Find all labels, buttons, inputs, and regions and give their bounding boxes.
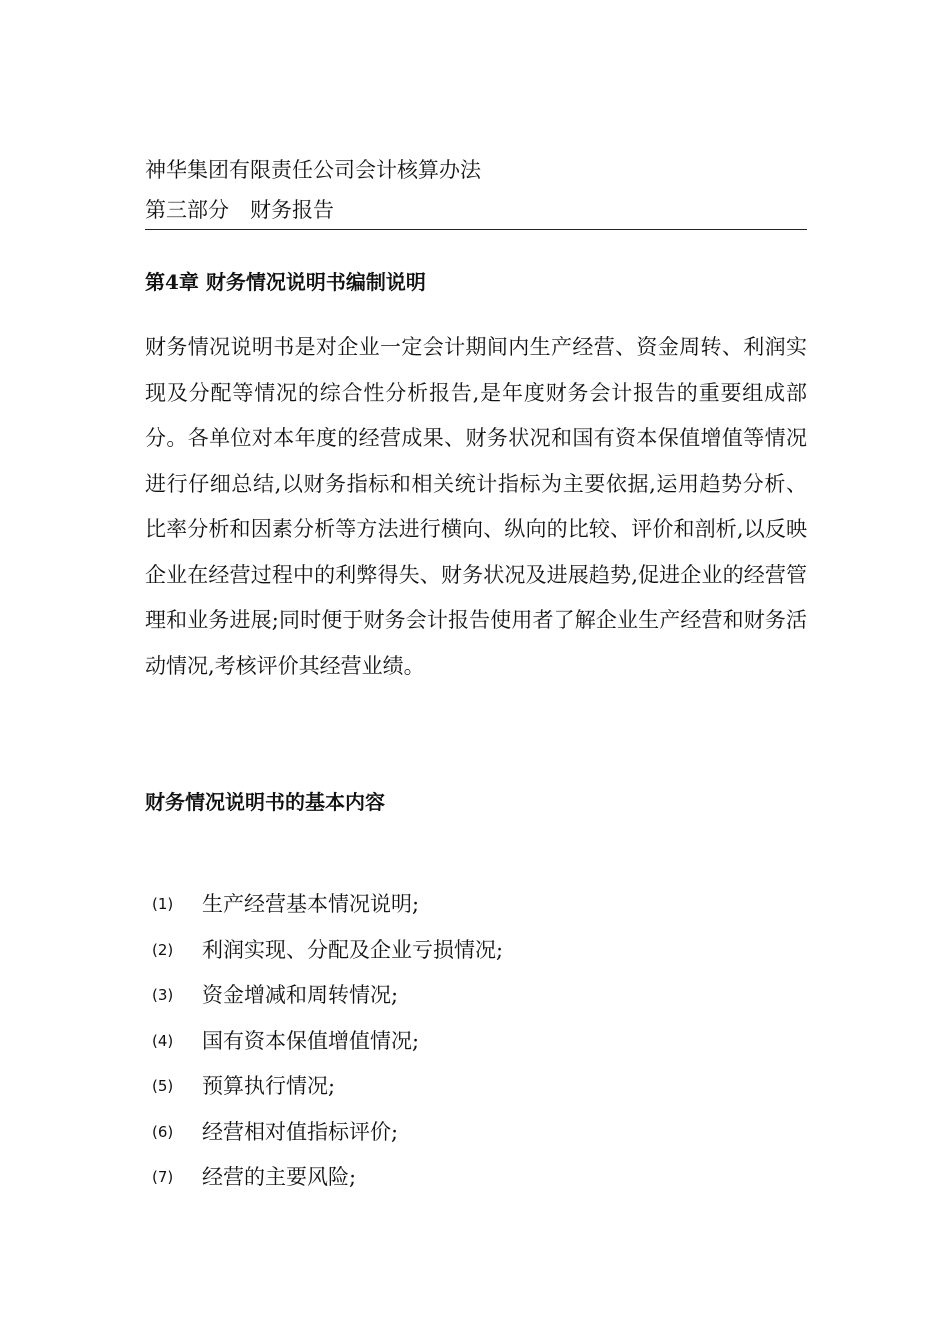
list-item-text: 利润实现、分配及企业亏损情况;	[202, 937, 504, 962]
list-item-number: (6)	[152, 1122, 174, 1141]
list-item	[152, 975, 792, 1021]
list-item	[152, 1157, 792, 1203]
list-item	[152, 1066, 792, 1112]
list-item-number: (1)	[152, 895, 174, 913]
list-item-number: (4)	[152, 1031, 174, 1050]
list-item-text: 生产经营基本情况说明;	[202, 892, 420, 916]
header-divider	[145, 229, 807, 230]
list-item	[152, 930, 792, 976]
list-item-text: 经营相对值指标评价;	[202, 1119, 399, 1144]
list-item-text: 资金增减和周转情况;	[202, 983, 399, 1007]
list-item-number: (7)	[152, 1168, 174, 1186]
list-item-number: (3)	[152, 986, 174, 1004]
content-list	[152, 884, 792, 1203]
list-item	[152, 1021, 792, 1067]
header-title: 神华集团有限责任公司会计核算办法	[145, 158, 481, 182]
chapter-heading: 第4章 财务情况说明书编制说明	[145, 270, 426, 294]
list-item-text: 预算执行情况;	[202, 1074, 336, 1098]
list-item-text: 经营的主要风险;	[202, 1165, 357, 1189]
list-item	[152, 884, 792, 930]
header-subtitle: 第三部分 财务报告	[145, 198, 334, 222]
page-header	[145, 150, 807, 230]
section-heading: 财务情况说明书的基本内容	[145, 790, 385, 814]
intro-paragraph: 财务情况说明书是对企业一定会计期间内生产经营、资金周转、利润实现及分配等情况的综合性分析报告,是年度财务会计报告的重要组成部分。各单位对本年度的经营成果、财务状况和国有资本保值增值等情况进行仔细总结,以财务指标和相关统计指标为主要依据,运用趋势分析、比率分析和因素分析等方法进行横向、纵向的比较、评价和剖析,以反映企业在经营过程中的利弊得失、财务状况及进展趋势,促进企业的经营管理和业务进展;同时便于财务会计报告使用者了解企业生产经营和财务活动情况,考核评价其经营业绩。	[145, 335, 807, 678]
list-item-text: 国有资本保值增值情况;	[202, 1028, 420, 1053]
list-item	[152, 1112, 792, 1158]
list-item-number: (2)	[152, 940, 174, 959]
list-item-number: (5)	[152, 1077, 174, 1095]
